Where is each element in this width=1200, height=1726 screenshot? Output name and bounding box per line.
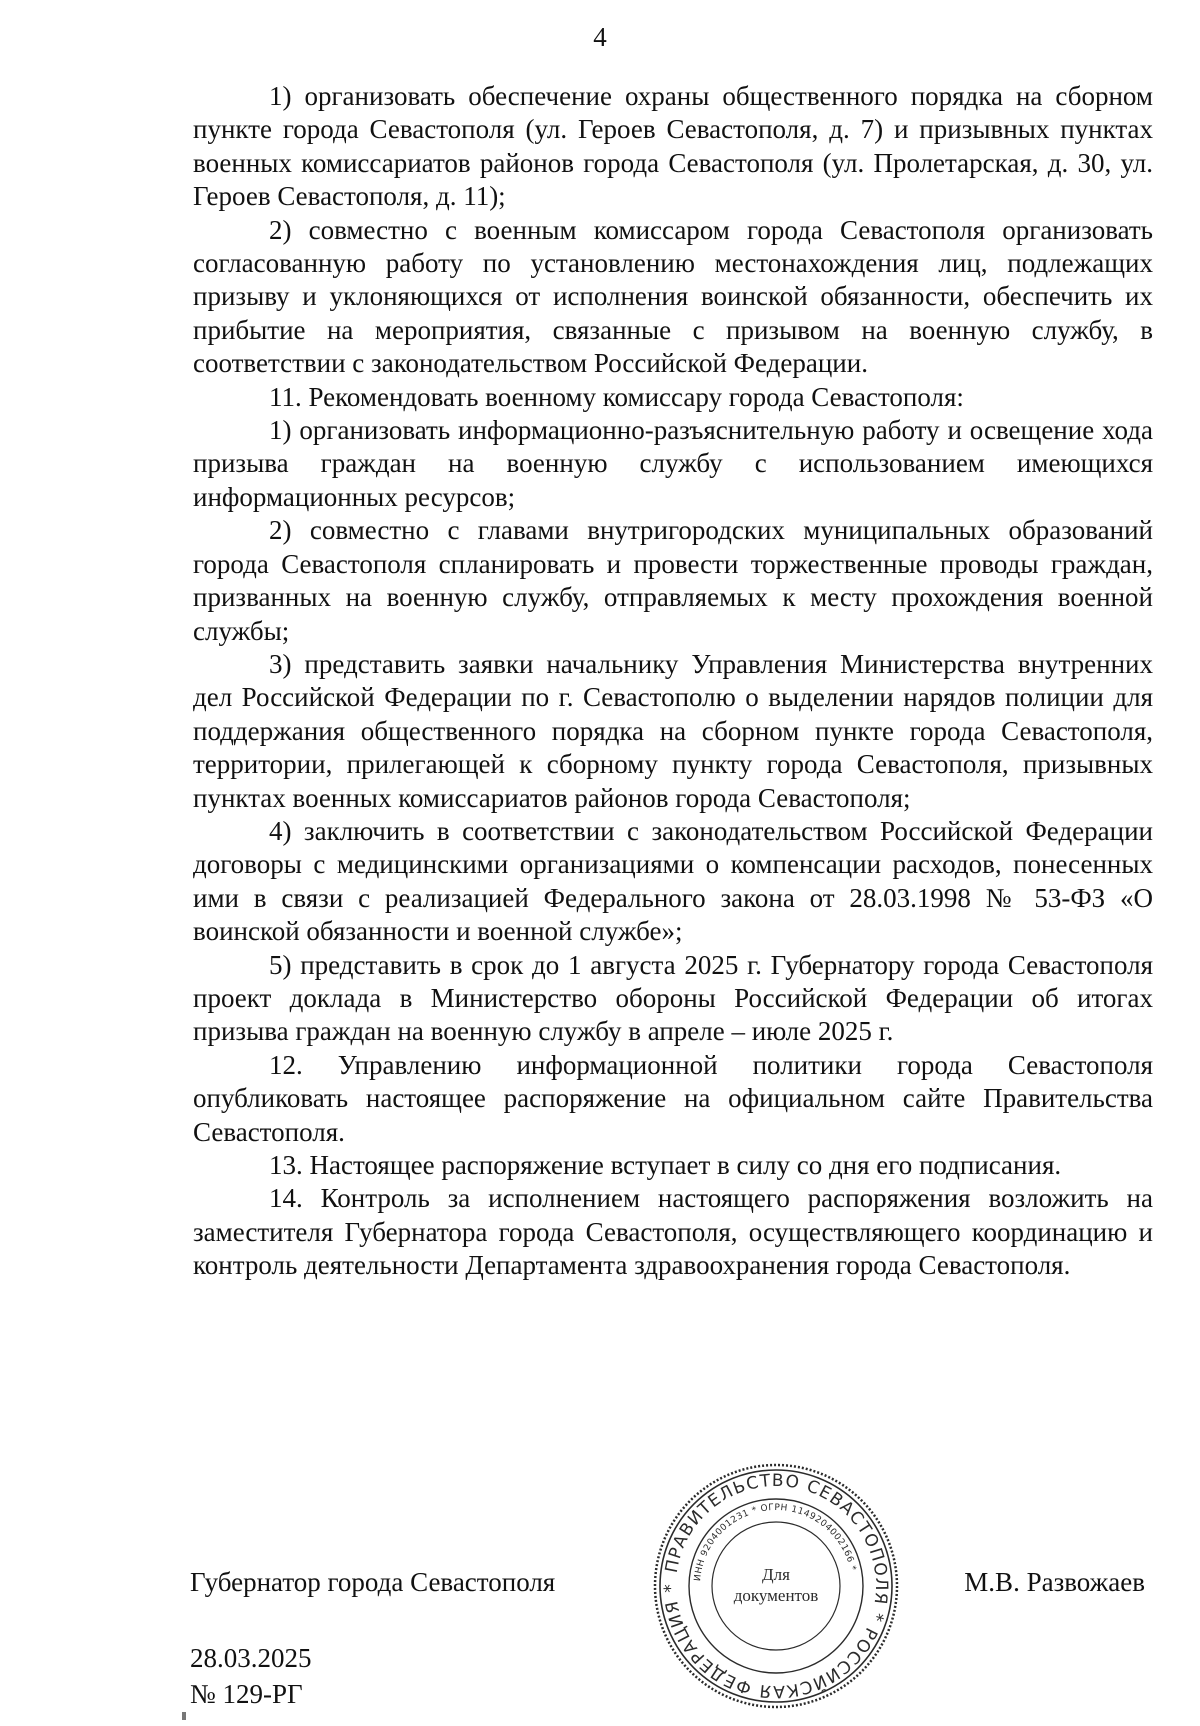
margin-mark [182, 1712, 186, 1720]
paragraph: 2) совместно с главами внутригородских муниципальных образований города Севастополя спланировать и провести торжественные проводы граждан, призванных на военную службу, отправляемых к месту прохождения военной службы; [193, 515, 1153, 646]
seal-outer-text: ПРАВИТЕЛЬСТВО СЕВАСТОПОЛЯ * РОССИЙСКАЯ ФЕДЕРАЦИЯ * [660, 1470, 892, 1702]
paragraph: 12. Управлению информационной политики города Севастополя опубликовать настоящее распоряжение на официальном сайте Правительства Севастополя. [193, 1049, 1153, 1147]
paragraph: 14. Контроль за исполнением настоящего распоряжения возложить на заместителя Губернатора города Севастополя, осуществляющего координацию и контроль деятельности Департамента здравоохранения города Севастополя. [193, 1183, 1153, 1281]
document-footer [190, 1640, 312, 1712]
seal-center-text: документов [733, 1586, 819, 1605]
paragraph: 11. Рекомендовать военному комиссару города Севастополя: [269, 381, 964, 412]
paragraph: 1) организовать обеспечение охраны общественного порядка на сборном пункте города Севастополя (ул. Героев Севастополя, д. 7) и призывных пунктах военных комиссариатов районов города Севастополя (ул. Пролетарская, д. 30, ул. Героев Севастополя, д. 11); [193, 81, 1153, 212]
document-body [193, 80, 1153, 1283]
seal-inner-text: ИНН 9204001231 * ОГРН 1149204002166 * [693, 1502, 858, 1582]
page-number: 4 [593, 22, 607, 52]
document-number: № 129-РГ [190, 1679, 303, 1709]
document-date: 28.03.2025 [190, 1643, 312, 1673]
seal-center-text: Для [762, 1565, 790, 1584]
paragraph: 4) заключить в соответствии с законодательством Российской Федерации договоры с медицинскими организациями о компенсации расходов, понесенных ими в связи с реализацией Федерального закона от 28.03.1998 № 53-ФЗ «О воинской обязанности и военной службе»; [193, 815, 1153, 947]
paragraph: 1) организовать информационно-разъяснительную работу и освещение хода призыва граждан на военную службу с использованием имеющихся информационных ресурсов; [193, 415, 1153, 512]
signatory-name: М.В. Развожаев [964, 1567, 1145, 1597]
paragraph: 5) представить в срок до 1 августа 2025 г. Губернатору города Севастополя проект доклада в Министерство обороны Российской Федерации об итогах призыва граждан на военную службу в апреле – июле 2025 г. [193, 949, 1153, 1047]
paragraph: 13. Настоящее распоряжение вступает в силу со дня его подписания. [269, 1150, 1062, 1180]
signatory-title: Губернатор города Севастополя [190, 1567, 556, 1597]
official-seal [652, 1462, 900, 1710]
paragraph: 3) представить заявки начальнику Управления Министерства внутренних дел Российской Федерации по г. Севастополю о выделении нарядов полиции для поддержания общественного порядка на сборном пункте города Севастополя, территории, прилегающей к сборному пункту города Севастополя, призывных пунктах военных комиссариатов районов города Севастополя; [193, 648, 1153, 813]
paragraph: 2) совместно с военным комиссаром города Севастополя организовать согласованную работу по установлению местонахождения лиц, подлежащих призыву и уклоняющихся от исполнения воинской обязанности, обеспечить их прибытие на мероприятия, связанные с призывом на военную службу, в соответствии с законодательством Российской Федерации. [193, 214, 1153, 379]
